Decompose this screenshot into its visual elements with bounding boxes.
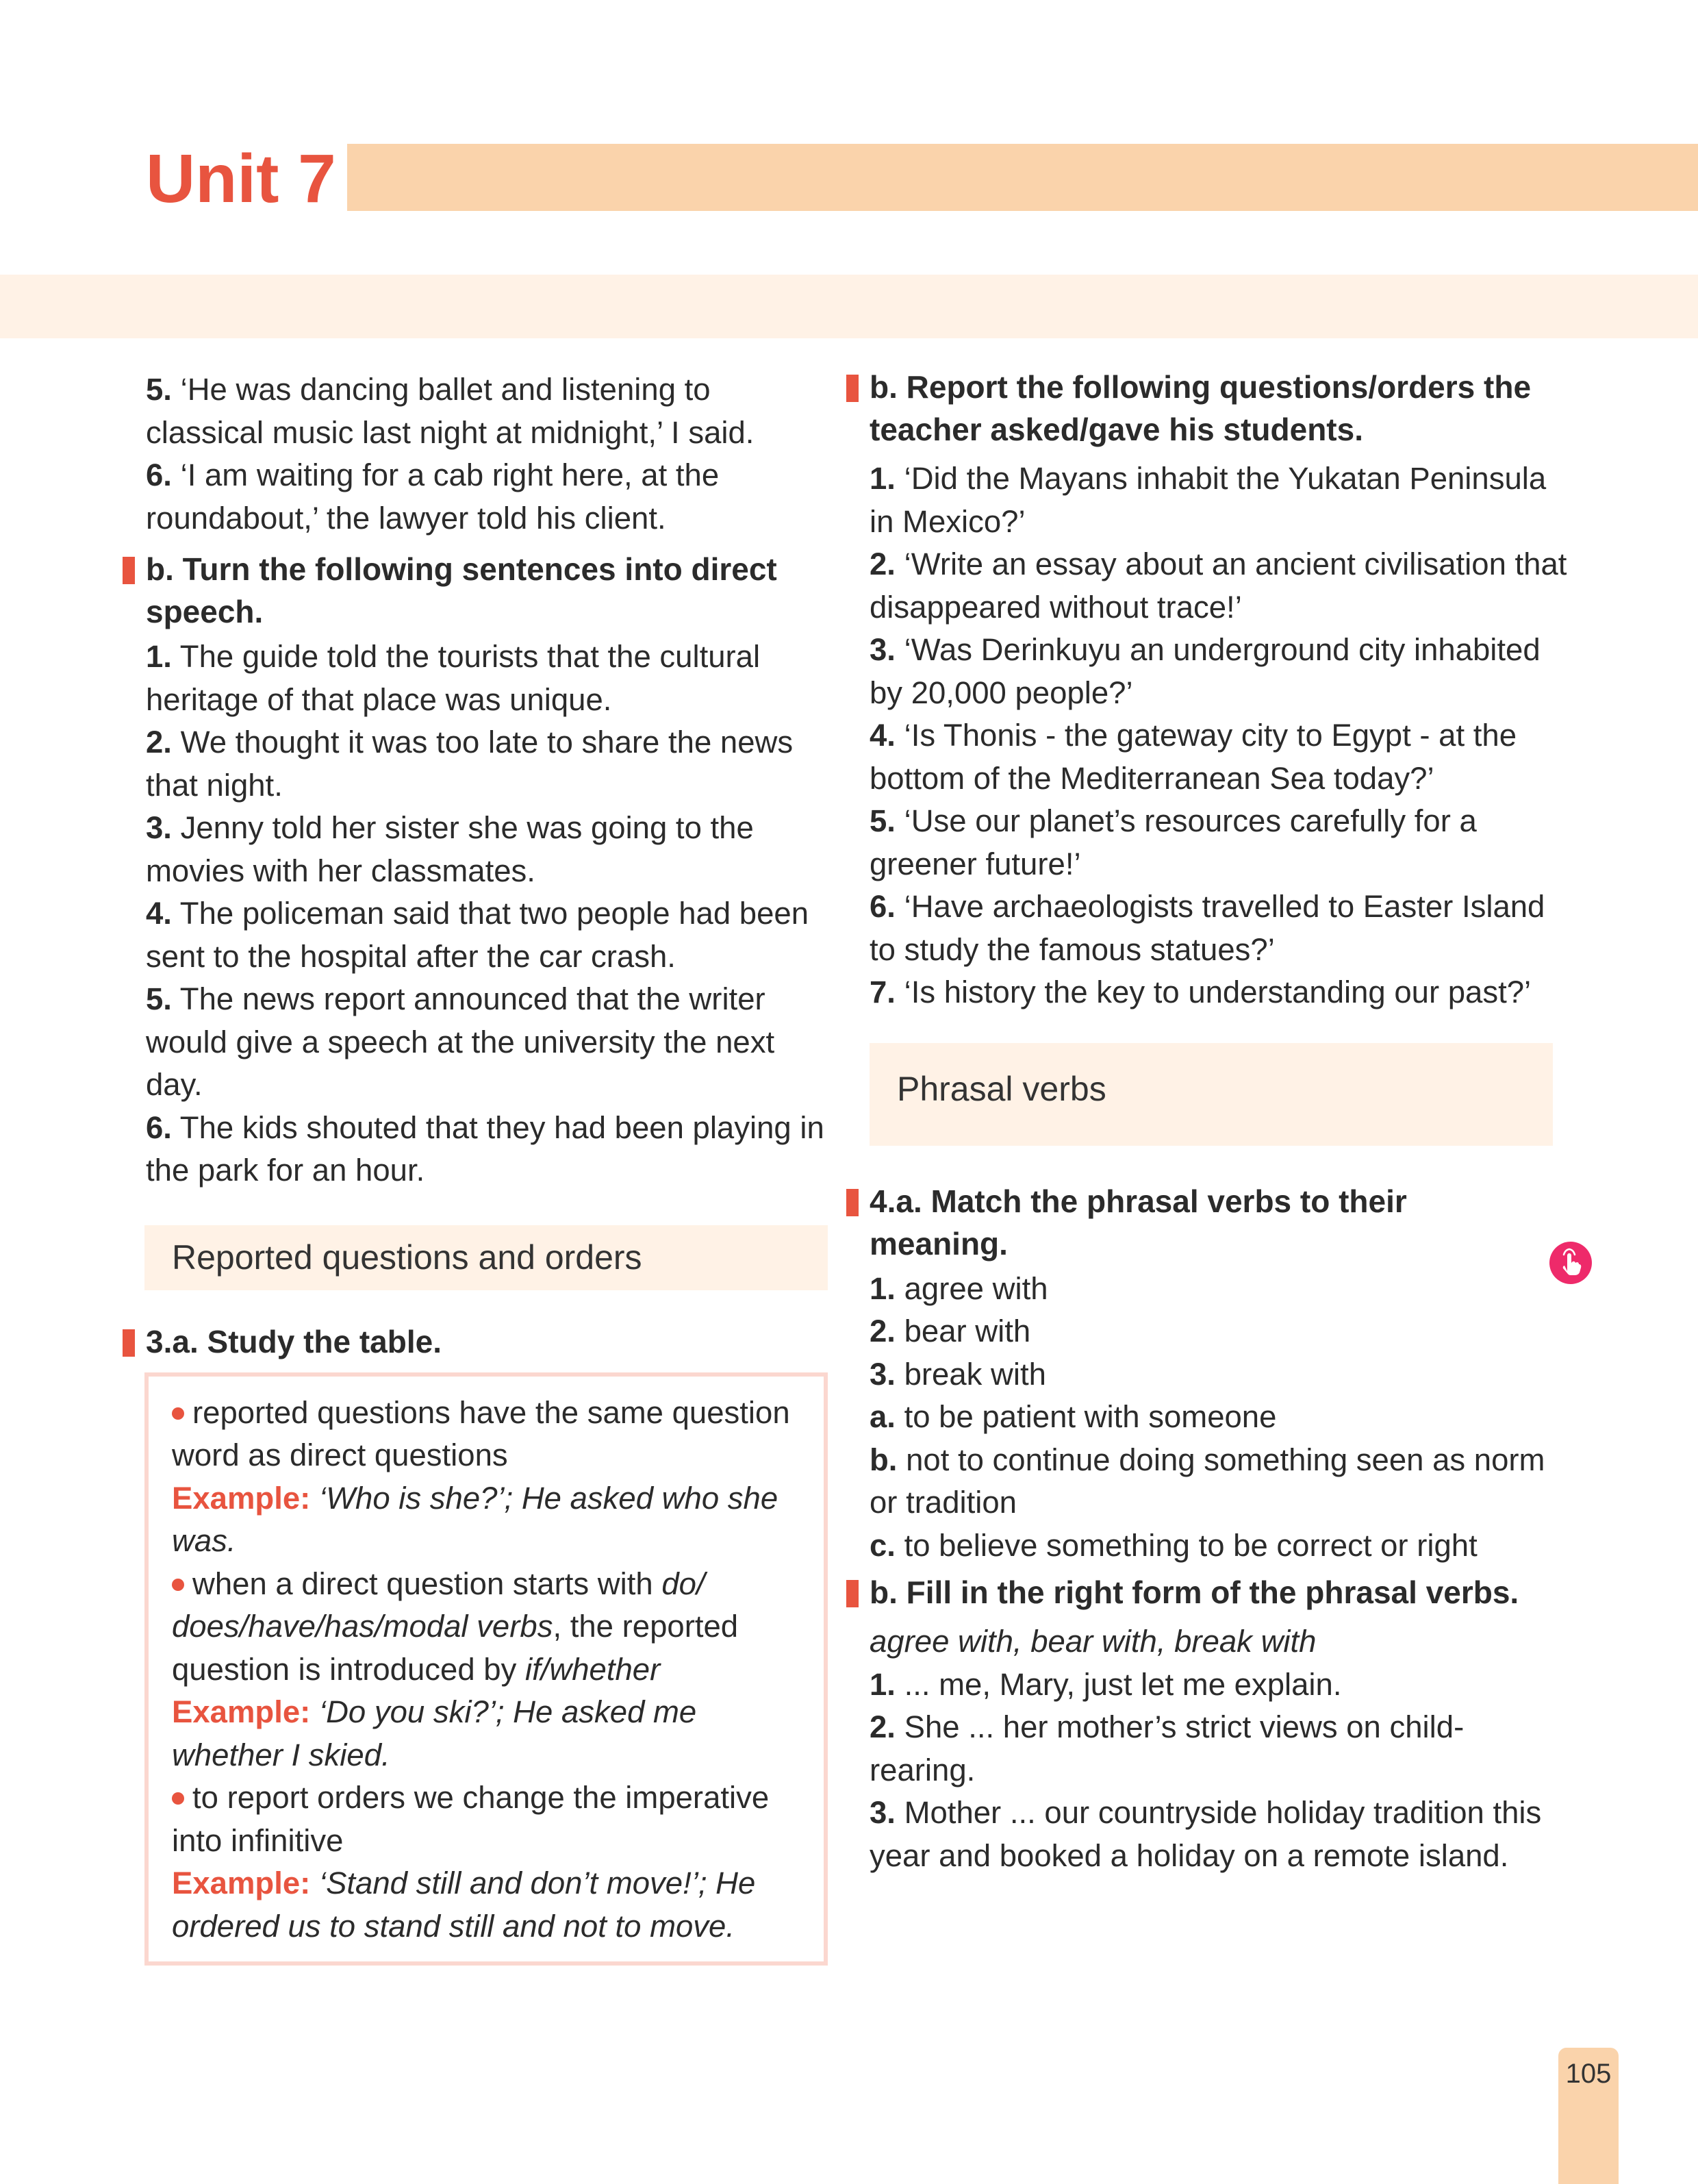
exercise-heading: 4.a. Match the phrasal verbs to their meaning. [870,1180,1486,1265]
list-item: a. to be patient with someone [870,1399,1277,1434]
list-item: 1. ... me, Mary, just let me explain. [870,1666,1342,1702]
exercise-heading: b. Report the following questions/orders the teacher asked/gave his students. [870,366,1568,451]
touch-hand-icon[interactable] [1549,1241,1593,1285]
list-item: 6. ‘I am waiting for a cab right here, at the roundabout,’ the lawyer told his client. [146,457,720,536]
list-item: 5. ‘He was dancing ballet and listening to classical music last night at midnight,’ I said. [146,372,755,450]
list-item: 1. agree with [870,1270,1048,1306]
list-item: 4. ‘Is Thonis - the gateway city to Egypt - at the bottom of the Mediterranean Sea today?’ [870,718,1517,796]
bullet-icon [172,1407,184,1420]
exercise-heading: b. Turn the following sentences into direct speech. [146,548,831,633]
page-number: 105 [1565,2059,1612,2089]
rule: reported questions have the same question word as direct questions [172,1394,790,1472]
title-bar [347,144,1698,211]
section-title: Phrasal verbs [870,1043,1553,1146]
list-item: 6. The kids shouted that they had been playing in the park for an hour. [146,1109,824,1188]
list-item: 1. The guide told the tourists that the cultural heritage of that place was unique. [146,639,761,717]
rule: to report orders we change the imperative into infinitive [172,1780,770,1858]
bullet-icon [172,1579,184,1591]
list-item: 3. Jenny told her sister she was going to the movies with her classmates. [146,810,754,888]
list-item: 6. ‘Have archaeologists travelled to Easter Island to study the famous statues?’ [870,889,1545,967]
list-item: 3. break with [870,1356,1046,1392]
list-item: 4. The policeman said that two people had been sent to the hospital after the car crash. [146,896,809,974]
grammar-table [144,1372,828,1966]
left-column [146,368,831,1966]
bullet-icon [172,1792,184,1805]
page-number-tab [1558,2048,1619,2184]
example: Example: ‘Who is she?’; He asked who she was. [172,1480,778,1558]
list-item: 5. The news report announced that the writer would give a speech at the university the next day. [146,981,775,1102]
exercise-heading: b. Fill in the right form of the phrasal verbs. [870,1571,1568,1614]
rule: when a direct question starts with do/ does/have/has/modal verbs, the reported question is introduced by if/whether [172,1566,739,1687]
list-item: 2. We thought it was too late to share the news that night. [146,725,794,803]
list-item: 2. She ... her mother’s strict views on child-rearing. [870,1709,1465,1787]
list-item: 1. ‘Did the Mayans inhabit the Yukatan Peninsula in Mexico?’ [870,461,1547,539]
list-item: c. to believe something to be correct or right [870,1527,1478,1563]
example: Example: ‘Stand still and don’t move!’; He ordered us to stand still and not to move. [172,1866,756,1944]
list-item: 3. ‘Was Derinkuyu an underground city inhabited by 20,000 people?’ [870,632,1541,710]
list-item: 5. ‘Use our planet’s resources carefully for a greener future!’ [870,803,1477,881]
right-column [870,368,1568,1877]
section-title: Reported questions and orders [144,1225,828,1290]
unit-title: Unit 7 [146,140,336,217]
example: Example: ‘Do you ski?’; He asked me whether I skied. [172,1694,697,1772]
header-band [0,275,1698,338]
list-item: b. not to continue doing something seen as norm or tradition [870,1442,1545,1520]
list-item: 2. ‘Write an essay about an ancient civilisation that disappeared without trace!’ [870,547,1567,625]
list-item: 3. Mother ... our countryside holiday tradition this year and booked a holiday on a remote island. [870,1795,1542,1873]
list-item: 7. ‘Is history the key to understanding our past?’ [870,975,1532,1009]
exercise-heading: 3.a. Study the table. [146,1320,831,1363]
word-bank: agree with, bear with, break with [870,1624,1317,1659]
list-item: 2. bear with [870,1314,1031,1348]
